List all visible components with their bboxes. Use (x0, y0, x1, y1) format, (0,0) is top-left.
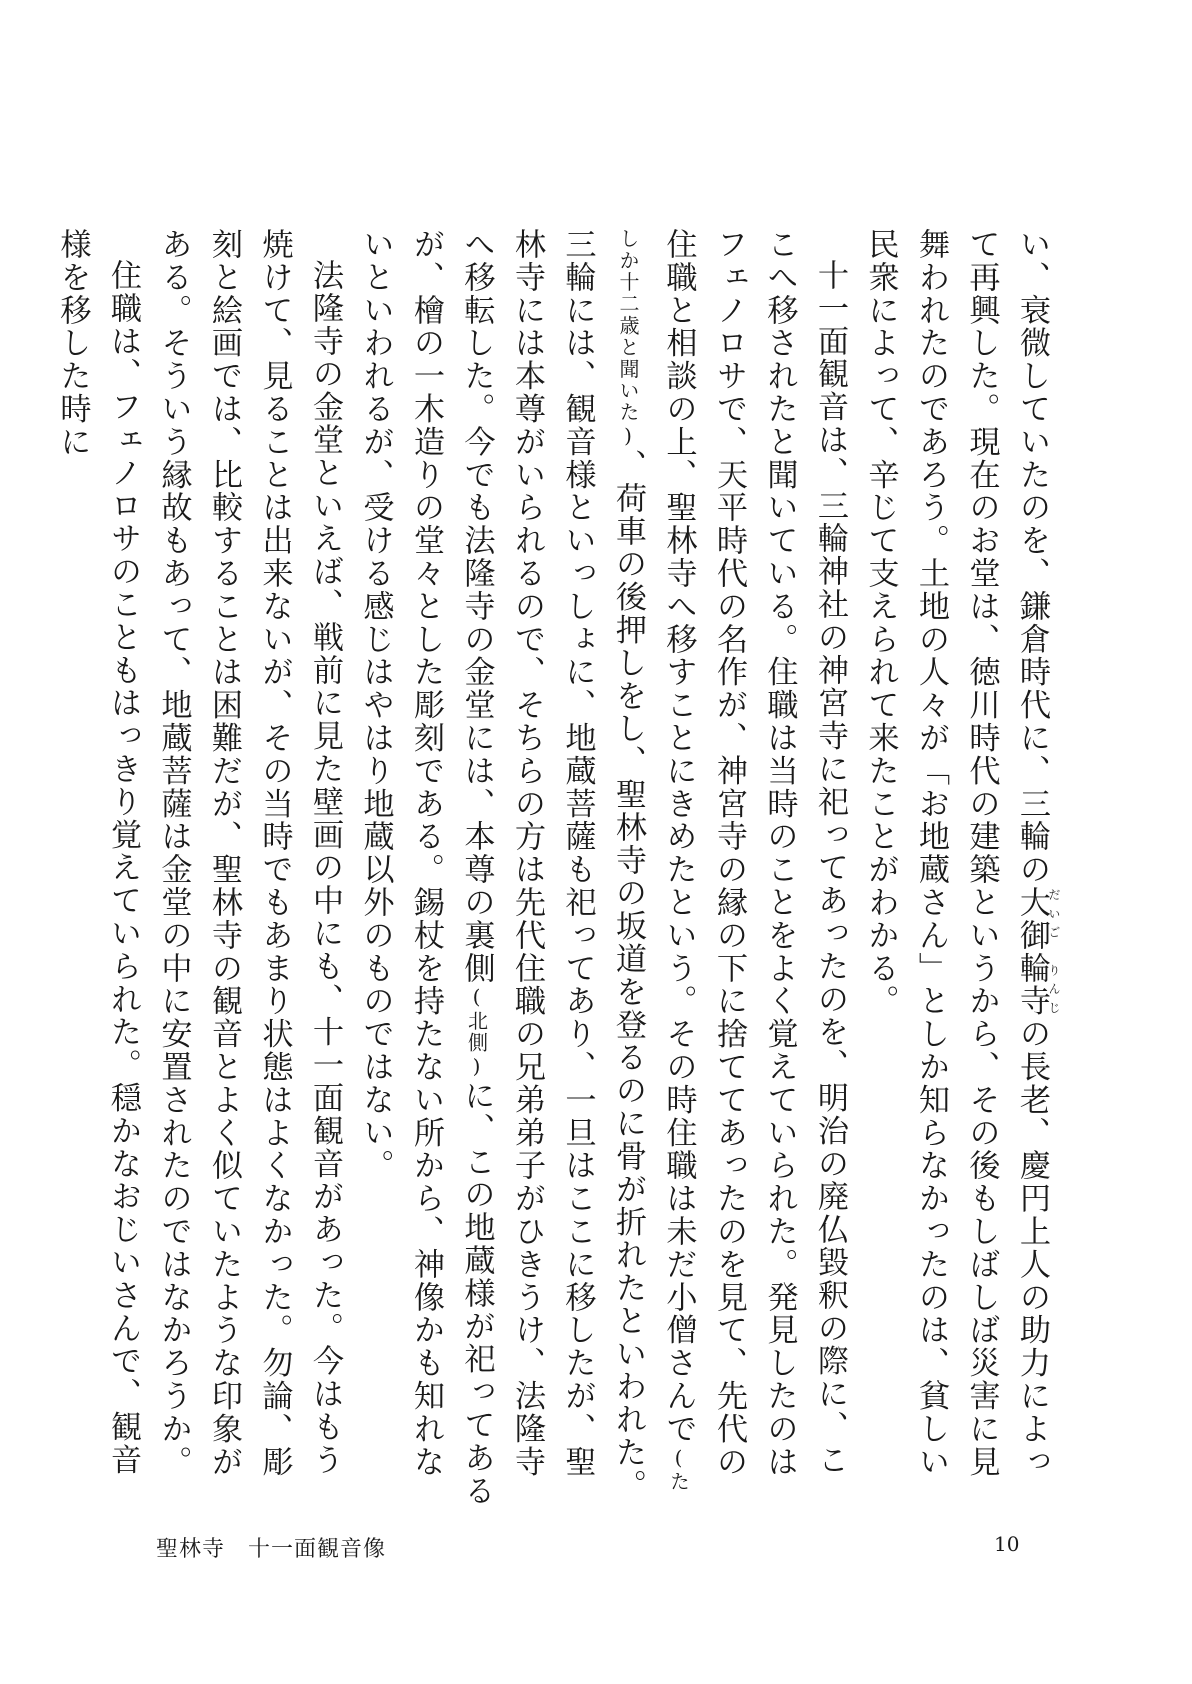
text-run: い、衰微していたのを、鎌倉時代に、三輪の (1014, 228, 1050, 886)
ruby-reading: だいご りんじ (1047, 886, 1061, 1018)
parenthetical-note: (たしか十二歳と聞いた) (616, 228, 691, 1493)
text-run: 十一面観音は、三輪神社の神宮寺に祀ってあったのを、明治の廃仏毀釈の際に、ここへ移されたと聞いている。住職は当時のことをよく覚えていられた。発見したのはフェノロサで、天平時代の名作が、神宮寺の縁の下に捨ててあったのを見て、先代の住職と相談の上、聖林寺へ移すことにきめたという。その時住職は未だ小僧さんで (660, 228, 848, 1479)
body-text (54, 228, 1061, 1508)
paragraph (47, 228, 148, 1508)
text-run: の長老、慶円上人の助力によって再興した。現在のお堂は、徳川時代の建築というから、その後もしばしば災害に見舞われたのであろう。土地の人々が「お地蔵さん」としか知らなかったのは、貧しい民衆によって、辛じて支えられて来たことがわかる。 (862, 228, 1050, 1479)
ruby-word (1014, 886, 1061, 1018)
paragraph (350, 228, 855, 1508)
text-run: 、荷車の後押しをし、聖林寺の坂道を登るのに骨が折れたといわれた。三輪には、観音様といっしょに、地蔵菩薩も祀ってあり、一旦はここに移したが、聖林寺には本尊がいられるので、そちらの方は先代住職の兄弟弟子がひきうけ、法隆寺へ移転した。今でも法隆寺の金堂には、本尊の裏側 (458, 228, 646, 1502)
page-number: 10 (994, 1532, 1020, 1556)
parenthetical-note: (北側) (464, 984, 489, 1080)
ruby-base: 大御輪寺 (1014, 886, 1050, 1018)
text-run: 法隆寺の金堂といえば、戦前に見た壁画の中にも、十一面観音があった。今はもう焼けて、見ることは出来ないが、その当時でもあまり状態はよくなかった。勿論、彫刻と絵画では、比較することは困難だが、聖林寺の観音とよく似ていたような印象がある。そういう縁故もあって、地蔵菩薩は金堂の中に安置されたのではなかろうか。 (155, 228, 343, 1479)
paragraph (148, 228, 350, 1508)
text-run: に、この地蔵様が祀ってあるが、檜の一木造りの堂々とした彫刻である。錫杖を持たない所から、神像かも知れないといわれるが、受ける感じはやはり地蔵以外のものではない。 (357, 228, 495, 1508)
paragraph (855, 228, 1060, 1508)
running-footer-title: 聖林寺 十一面観音像 (156, 1537, 387, 1562)
text-run: 住職は、フェノロサのこともはっきり覚えていられた。穏かなおじいさんで、観音様を移した時に (54, 228, 141, 1477)
